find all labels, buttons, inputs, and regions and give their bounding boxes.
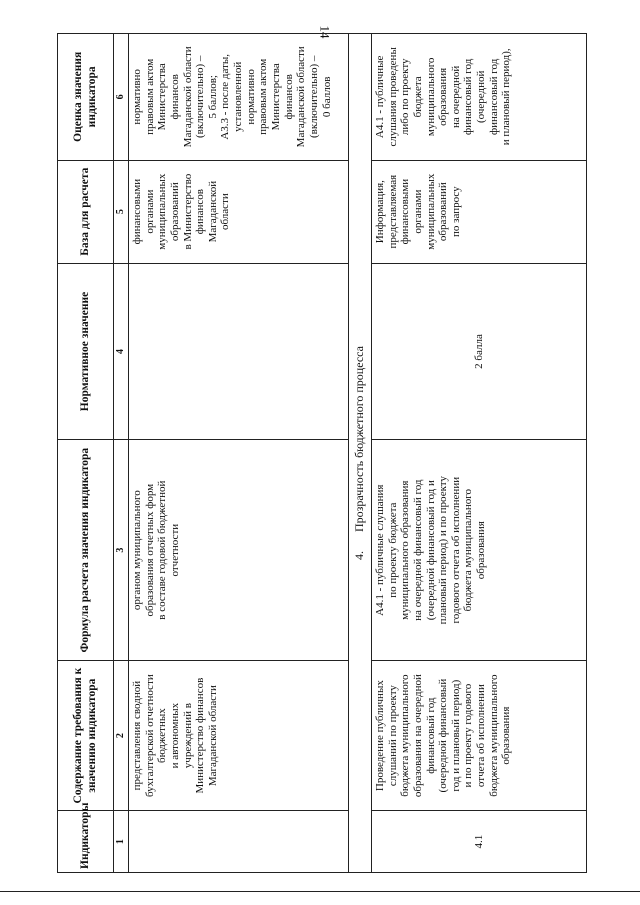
indicator-table bbox=[57, 33, 587, 873]
header-evaluation: Оценка значения индикатора bbox=[58, 34, 114, 161]
evaluation-4-1: А4.1 - публичные слушания проведены либо по проекту бюджета муниципального образования на очередной финансовый год (очередной финансовый год и плановый период), bbox=[372, 34, 587, 161]
scan-edge-line bbox=[0, 891, 640, 892]
formula-4-1: А4.1 - публичные слушания по проекту бюджета муниципального образования на очередной финансовый год (очередной финансовый год и плановый период) и по проекту годового отчета об исполнении бюджета муниципального образования bbox=[372, 440, 587, 661]
header-norm: Нормативное значение bbox=[58, 263, 114, 440]
cont-indicator-cell bbox=[129, 811, 349, 873]
page-number: 14 bbox=[317, 25, 333, 39]
header-row bbox=[58, 34, 114, 873]
header-formula: Формула расчета значения индикатора bbox=[58, 440, 114, 661]
indicator-4-1: 4.1 bbox=[372, 811, 587, 873]
cont-norm-cell bbox=[129, 263, 349, 440]
base-4-1: Информация, представляемая финансовыми органами муниципальных образований по запросу bbox=[372, 160, 587, 263]
rotated-table-container bbox=[57, 33, 587, 873]
requirement-4-1: Проведение публичных слушаний по проекту бюджета муниципального образования на очередной финансовый год (очередной финансовый год и плановый период) и по проекту годового отчета об исполнении бюджета муниципального образования bbox=[372, 661, 587, 811]
column-number-row bbox=[114, 34, 129, 873]
col-number-3: 3 bbox=[114, 440, 129, 661]
table-row-continuation bbox=[129, 34, 349, 873]
col-number-4: 4 bbox=[114, 263, 129, 440]
cont-formula-cell: органом муниципального образования отчетных форм в составе годовой бюджетной отчетности bbox=[129, 440, 349, 661]
section-title: Прозрачность бюджетного процесса bbox=[352, 346, 367, 532]
section-heading bbox=[349, 34, 372, 873]
cont-base-cell: финансовыми органами муниципальных образований в Министерство финансов Магаданской области bbox=[129, 160, 349, 263]
col-number-1: 1 bbox=[114, 811, 129, 873]
header-requirement: Содержание требования к значению индикатора bbox=[58, 661, 114, 811]
norm-4-1: 2 балла bbox=[372, 263, 587, 440]
indicator-table-rotated bbox=[57, 33, 587, 873]
header-indicators: Индикаторы bbox=[58, 811, 114, 873]
table-row-4-1 bbox=[372, 34, 587, 873]
cont-evaluation-cell: нормативно правовым актом Министерства финансов Магаданской области (включительно) – 5 баллов; А3.3 - после даты, установленной нормативно правовым актом Министерства финансов Магаданской области (включительно) – 0 баллов bbox=[129, 34, 349, 161]
section-row bbox=[349, 34, 372, 873]
col-number-2: 2 bbox=[114, 661, 129, 811]
col-number-5: 5 bbox=[114, 160, 129, 263]
cont-requirement-cell: представления сводной бухгалтерской отчетности бюджетных и автономных учреждений в Министерство финансов Магаданской области bbox=[129, 661, 349, 811]
col-number-6: 6 bbox=[114, 34, 129, 161]
header-base: База для расчета bbox=[58, 160, 114, 263]
section-number: 4. bbox=[352, 550, 367, 560]
